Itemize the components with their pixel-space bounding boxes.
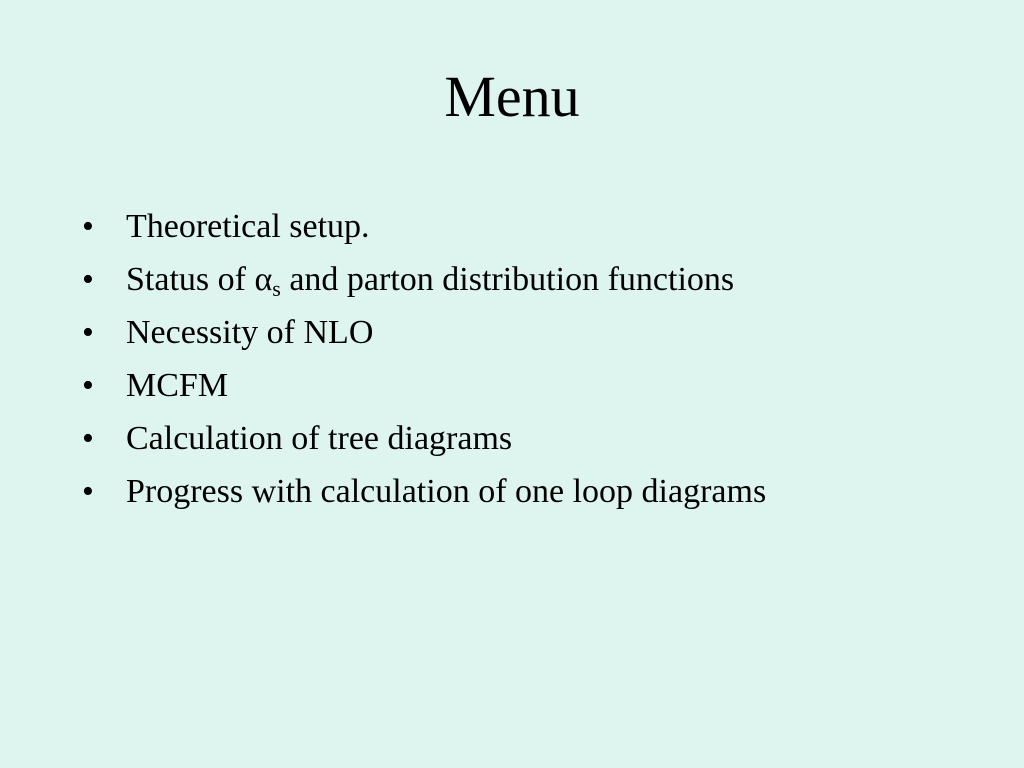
bullet-icon: • [82, 314, 94, 351]
bullet-text-prefix: Status of [126, 261, 255, 298]
bullet-item-tree-diagrams [82, 412, 766, 465]
bullet-icon: • [82, 420, 94, 457]
bullet-list [82, 200, 766, 518]
bullet-item-status-alpha-s [82, 253, 766, 306]
alpha-subscript: s [272, 276, 281, 301]
bullet-item-necessity-nlo [82, 306, 766, 359]
bullet-text: Theoretical setup. [126, 208, 370, 245]
bullet-item-one-loop-diagrams [82, 465, 766, 518]
bullet-icon: • [82, 208, 94, 245]
slide-title: Menu [444, 64, 580, 129]
bullet-text-suffix: and parton distribution functions [280, 261, 735, 298]
alpha-symbol: α [254, 261, 273, 298]
bullet-item-mcfm [82, 359, 766, 412]
bullet-text: Progress with calculation of one loop diagrams [126, 473, 767, 510]
bullet-icon: • [82, 367, 94, 404]
bullet-text: Calculation of tree diagrams [126, 420, 513, 457]
bullet-text: MCFM [126, 367, 229, 404]
bullet-icon: • [82, 261, 94, 298]
bullet-item-theoretical-setup [82, 200, 766, 253]
bullet-icon: • [82, 473, 94, 510]
bullet-text: Necessity of NLO [126, 314, 374, 351]
